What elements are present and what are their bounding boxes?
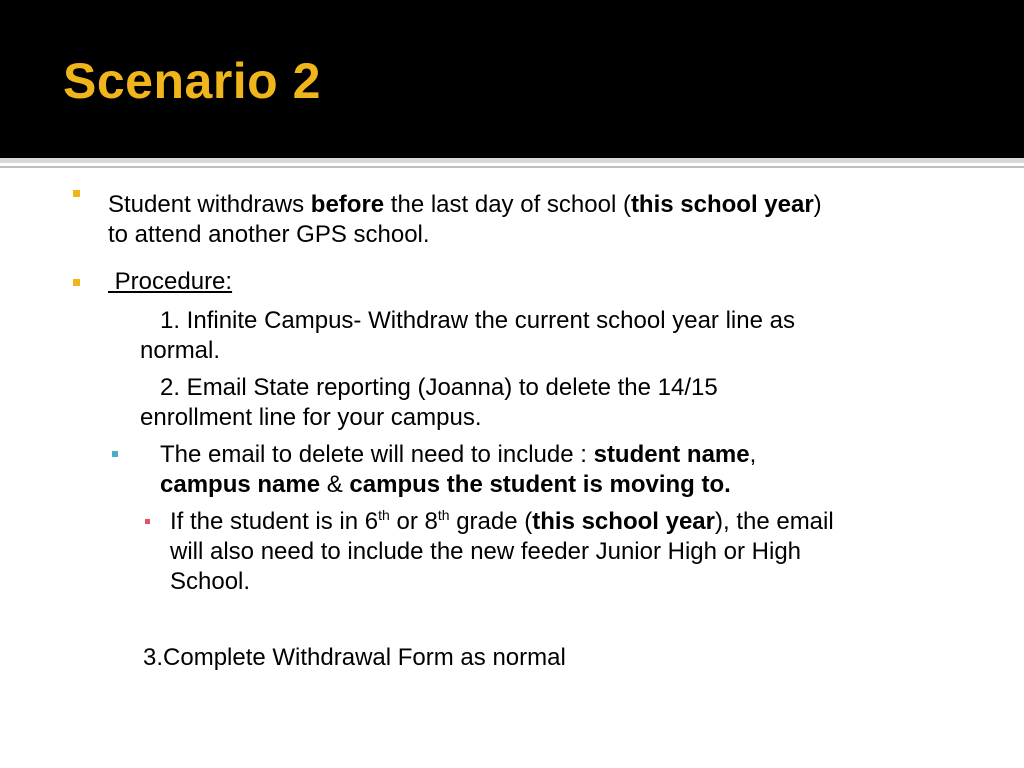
procedure-step-1: 1. Infinite Campus- Withdraw the current school year line as normal. (140, 307, 795, 364)
sub-bullet-email-contents: The email to delete will need to include : student name, campus name & campus the student is moving to. (160, 441, 757, 498)
bullet-item-procedure: Procedure: (114, 268, 233, 295)
bullet-square-icon (73, 190, 80, 197)
procedure-step-2: 2. Email State reporting (Joanna) to delete the 14/15 enrollment line for your campus. (140, 374, 718, 431)
slide-title: Scenario 2 (63, 53, 321, 109)
procedure-step-3: 3.Complete Withdrawal Form as normal (143, 644, 566, 671)
bullet-square-icon (73, 279, 80, 286)
bullet-square-icon (112, 451, 118, 457)
bullet-item-withdraws: Student withdraws before the last day of school (this school year) to attend another GPS school. (108, 191, 822, 248)
sub-bullet-feeder-school: If the student is in 6th or 8th grade (this school year), the email will also need to include the new feeder Junior High or High School. (170, 507, 834, 595)
bullet-square-icon (145, 519, 150, 524)
